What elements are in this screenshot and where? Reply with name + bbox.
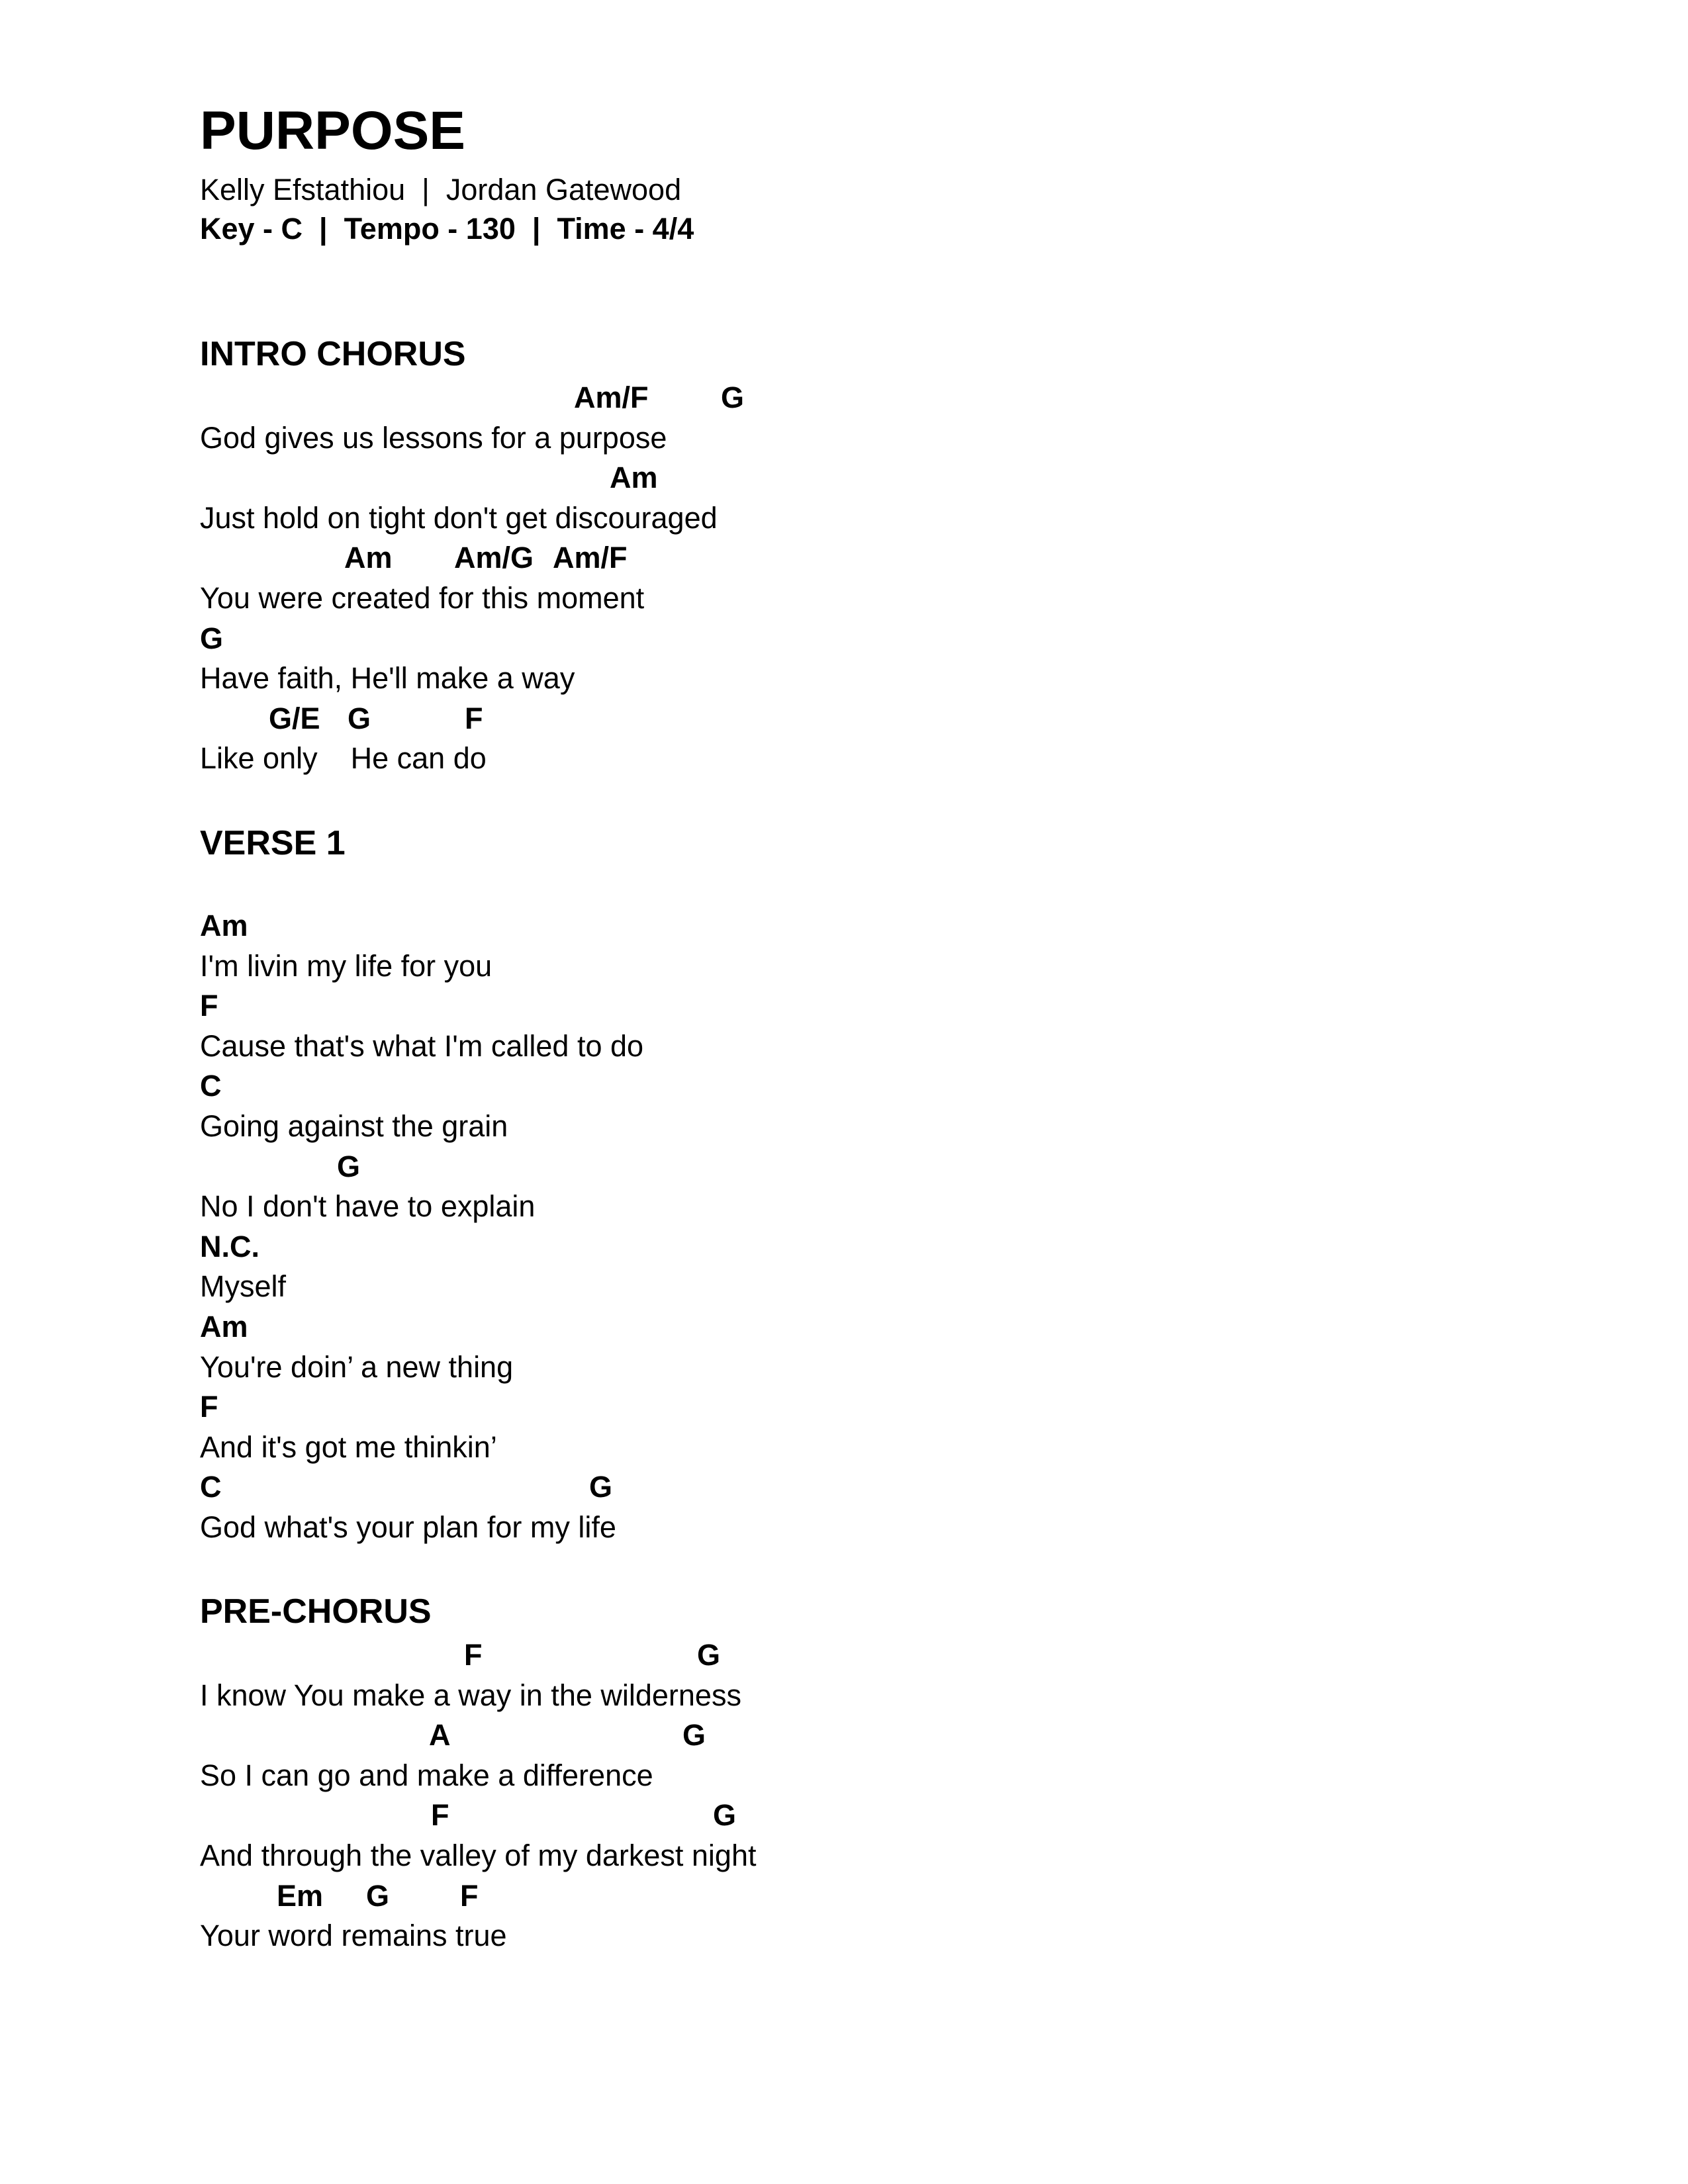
lyric-text: Just hold on tight don't get discouraged bbox=[200, 501, 718, 535]
lyric-text: God gives us lessons for a purpose bbox=[200, 421, 667, 455]
chord-line bbox=[0, 622, 1324, 655]
chord: Am bbox=[610, 461, 658, 494]
chord-line bbox=[0, 1230, 1324, 1263]
chord: G bbox=[366, 1879, 390, 1913]
lyric-line bbox=[0, 1270, 1324, 1303]
lyric-text: No I don't have to explain bbox=[200, 1189, 536, 1223]
chord: Em bbox=[277, 1879, 324, 1913]
chord: G bbox=[200, 621, 224, 655]
lyric-text: Cause that's what I'm called to do bbox=[200, 1029, 644, 1063]
chord: G bbox=[721, 381, 745, 414]
chord-line bbox=[0, 541, 1324, 574]
chord: Am/G bbox=[454, 541, 534, 574]
lyric-line bbox=[0, 1110, 1324, 1143]
chord: F bbox=[460, 1879, 479, 1913]
chord-line bbox=[0, 1390, 1324, 1424]
lyric-line bbox=[0, 582, 1324, 615]
lyric-line bbox=[0, 1030, 1324, 1063]
chord-line bbox=[0, 381, 1324, 414]
chord-line bbox=[0, 909, 1324, 942]
lyric-line bbox=[0, 1679, 1324, 1712]
chord-line bbox=[0, 702, 1324, 735]
lyric-line bbox=[0, 662, 1324, 695]
lyric-line bbox=[0, 1919, 1324, 1952]
lyric-line bbox=[0, 742, 1324, 775]
lyric-text: Have faith, He'll make a way bbox=[200, 661, 575, 695]
section-heading: PRE-CHORUS bbox=[200, 1592, 432, 1631]
chord: G bbox=[713, 1798, 737, 1832]
chord: G bbox=[589, 1470, 613, 1504]
lyric-line bbox=[0, 1351, 1324, 1384]
lyric-line bbox=[0, 1431, 1324, 1464]
chord: Am bbox=[200, 1310, 248, 1343]
lyric-text: God what's your plan for my life bbox=[200, 1510, 616, 1544]
chord: C bbox=[200, 1470, 222, 1504]
song-authors: Kelly Efstathiou | Jordan Gatewood bbox=[200, 173, 682, 206]
chord-line bbox=[0, 1069, 1324, 1103]
lyric-text: And it's got me thinkin’ bbox=[200, 1430, 497, 1464]
lyric-line bbox=[0, 1759, 1324, 1792]
chord: G/E bbox=[269, 702, 320, 735]
chord: A bbox=[429, 1718, 451, 1752]
chord: Am/F bbox=[574, 381, 649, 414]
chord: F bbox=[431, 1798, 449, 1832]
section-heading: VERSE 1 bbox=[200, 824, 346, 862]
chord-line bbox=[0, 1880, 1324, 1913]
lyric-line bbox=[0, 1511, 1324, 1544]
chord: G bbox=[337, 1150, 361, 1183]
lyric-line bbox=[0, 950, 1324, 983]
lyric-text: Like only He can do bbox=[200, 741, 487, 775]
lyric-text: You're doin’ a new thing bbox=[200, 1350, 514, 1384]
lyric-text: I'm livin my life for you bbox=[200, 949, 492, 983]
chord: F bbox=[200, 989, 218, 1023]
lyric-line bbox=[0, 1839, 1324, 1872]
chord-line bbox=[0, 1150, 1324, 1183]
lyric-line bbox=[0, 1190, 1324, 1223]
chord-line bbox=[0, 1799, 1324, 1832]
chord-line bbox=[0, 1310, 1324, 1343]
lyric-line bbox=[0, 422, 1324, 455]
lyric-line bbox=[0, 502, 1324, 535]
lyric-text: Myself bbox=[200, 1269, 287, 1303]
lyric-text: Going against the grain bbox=[200, 1109, 508, 1143]
chord: F bbox=[464, 1638, 483, 1672]
chord: N.C. bbox=[200, 1230, 259, 1263]
chord: Am bbox=[200, 909, 248, 942]
section-heading: INTRO CHORUS bbox=[200, 335, 466, 373]
chord: G bbox=[697, 1638, 721, 1672]
chord: F bbox=[465, 702, 483, 735]
chord: Am/F bbox=[553, 541, 628, 574]
chord: Am bbox=[344, 541, 393, 574]
song-info: Key - C | Tempo - 130 | Time - 4/4 bbox=[200, 212, 694, 246]
chord: G bbox=[348, 702, 371, 735]
chord-line bbox=[0, 461, 1324, 494]
chord-line bbox=[0, 1639, 1324, 1672]
chord: C bbox=[200, 1069, 222, 1103]
chord-line bbox=[0, 989, 1324, 1023]
chord-line bbox=[0, 1719, 1324, 1752]
lyric-text: You were created for this moment bbox=[200, 581, 645, 615]
chord-line bbox=[0, 1471, 1324, 1504]
lyric-text: So I can go and make a difference bbox=[200, 1758, 653, 1792]
song-title: PURPOSE bbox=[200, 101, 465, 161]
chord: G bbox=[682, 1718, 706, 1752]
lyric-text: And through the valley of my darkest night bbox=[200, 1839, 757, 1872]
chord: F bbox=[200, 1390, 218, 1424]
lyric-text: I know You make a way in the wilderness bbox=[200, 1678, 741, 1712]
lyric-text: Your word remains true bbox=[200, 1919, 507, 1952]
